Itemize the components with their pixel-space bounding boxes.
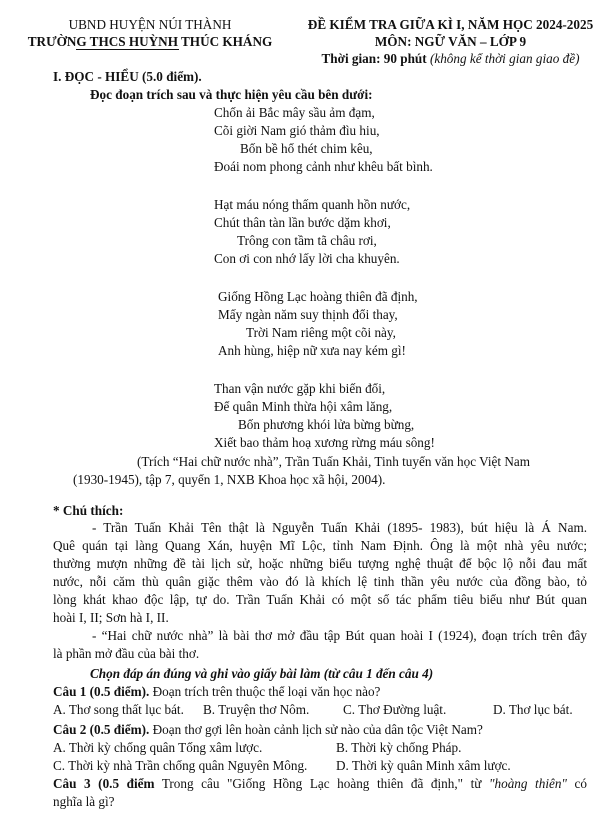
- poem-line: Than vận nước gặp khi biến đổi,: [214, 381, 386, 396]
- question-2-option-a: A. Thời kỳ chống quân Tống xâm lược.: [53, 740, 263, 755]
- poem-line: Bốn bề hổ thét chim kêu,: [240, 141, 373, 156]
- poem-source-line2: (1930-1945), tập 7, quyển 1, NXB Khoa học xã hội, 2004).: [73, 472, 386, 487]
- notes-line: thường mượn những đề tài lịch sử, hoặc những biểu tượng nghệ thuật để bộc lộ nỗi đau mất: [53, 556, 587, 571]
- notes-line: nước, nỗi căm thù quân giặc thêm vào đó là khích lệ tinh thần yêu nước của đồng bào, tỏ: [53, 574, 587, 589]
- question-3-term: "hoàng thiên": [488, 776, 567, 791]
- poem-line: Giống Hồng Lạc hoàng thiên đã định,: [218, 289, 418, 304]
- question-2-option-d: D. Thời kỳ quân Minh xâm lược.: [336, 758, 511, 773]
- school-name-underline: [76, 49, 179, 50]
- poem-line: Chút thân tàn lần bước dặm khơi,: [214, 215, 391, 230]
- section-title: I. ĐỌC - HIỂU (5.0 điểm).: [53, 69, 202, 84]
- question-1-label: Câu 1 (0.5 điểm).: [53, 684, 150, 699]
- exam-title: ĐỀ KIỂM TRA GIỮA KÌ I, NĂM HỌC 2024-2025: [307, 17, 594, 32]
- notes-line: là phần mở đầu của bài thơ.: [53, 646, 200, 661]
- question-3-prompt: [53, 775, 587, 792]
- question-1-text: Đoạn trích trên thuộc thể loại văn học nào?: [149, 684, 381, 699]
- question-1-option-d: D. Thơ lục bát.: [493, 702, 573, 717]
- poem-line: Mấy ngàn năm suy thịnh đổi thay,: [218, 307, 398, 322]
- section-instruction: Đọc đoạn trích sau và thực hiện yêu cầu bên dưới:: [90, 87, 373, 102]
- poem-line: Trời Nam riêng một cõi này,: [246, 325, 396, 340]
- notes-line: Quê quán tại làng Quang Xán, huyện Mĩ Lộc, tỉnh Nam Định. Ông là một nhà yêu nước;: [53, 538, 587, 553]
- notes-line: - “Hai chữ nước nhà” là bài thơ mở đầu tập Bút quan hoài I (1924), đoạn trích trên đây: [92, 628, 587, 643]
- question-1-option-c: C. Thơ Đường luật.: [343, 702, 447, 717]
- question-3-text-after: có: [566, 776, 587, 791]
- exam-time-label: Thời gian: 90 phút: [321, 51, 427, 66]
- question-1-option-b: B. Truyện thơ Nôm.: [203, 702, 310, 717]
- notes-line: - Trần Tuấn Khải Tên thật là Nguyễn Tuấn Khải (1895- 1983), bút hiệu là Á Nam.: [92, 520, 587, 535]
- notes-line: hoài I, II; Sơn hà I, II.: [53, 610, 169, 625]
- authority-name: UBND HUYỆN NÚI THÀNH: [68, 17, 232, 32]
- question-2-prompt: [53, 721, 483, 738]
- questions-instruction: Chọn đáp án đúng và ghi vào giấy bài làm (từ câu 1 đến câu 4): [90, 666, 434, 681]
- poem-line: Xiết bao thảm hoạ xương rừng máu sông!: [214, 435, 435, 450]
- exam-subject: MÔN: NGỮ VĂN – LỚP 9: [374, 34, 527, 49]
- question-2-option-c: C. Thời kỳ nhà Trần chống quân Nguyên Mông.: [53, 758, 308, 773]
- poem-line: Đoái nom phong cảnh như khêu bất bình.: [214, 159, 433, 174]
- poem-line: Cõi giời Nam gió thảm đìu hiu,: [214, 123, 380, 138]
- question-3-prompt-line2: nghĩa là gì?: [53, 794, 115, 809]
- poem-line: Con ơi con nhớ lấy lời cha khuyên.: [214, 251, 400, 266]
- question-2-option-b: B. Thời kỳ chống Pháp.: [336, 740, 462, 755]
- exam-time: [300, 50, 601, 67]
- poem-source-line1: (Trích “Hai chữ nước nhà”, Trần Tuấn Khải, Tinh tuyển văn học Việt Nam: [137, 454, 531, 469]
- poem-line: Anh hùng, hiệp nữ xưa nay kém gì!: [218, 343, 406, 358]
- notes-line: lòng khát khao độc lập, tự do. Trần Tuấn Khải có một số tác phẩm tiêu biểu như Bút quan: [53, 592, 587, 607]
- poem-line: Để quân Minh thừa hội xâm lăng,: [214, 399, 393, 414]
- poem-line: Trông con tầm tã châu rơi,: [237, 233, 377, 248]
- question-2-label: Câu 2 (0.5 điểm).: [53, 722, 150, 737]
- poem-line: Bốn phương khói lửa bừng bừng,: [238, 417, 415, 432]
- poem-line: Chốn ải Bắc mây sầu ảm đạm,: [214, 105, 375, 120]
- exam-time-note: (không kể thời gian giao đề): [429, 51, 580, 66]
- question-3-text-before: Trong câu "Giống Hồng Lạc hoàng thiên đã định," từ: [154, 776, 489, 791]
- notes-title: * Chú thích:: [53, 503, 124, 518]
- school-name: TRƯỜNG THCS HUỲNH THÚC KHÁNG: [27, 34, 273, 49]
- question-1-option-a: A. Thơ song thất lục bát.: [53, 702, 184, 717]
- question-3-label: Câu 3 (0.5 điểm: [53, 776, 155, 791]
- poem-line: Hạt máu nóng thấm quanh hồn nước,: [214, 197, 411, 212]
- question-2-text: Đoạn thơ gợi lên hoàn cảnh lịch sử nào của dân tộc Việt Nam?: [149, 722, 483, 737]
- question-1-prompt: [53, 683, 380, 700]
